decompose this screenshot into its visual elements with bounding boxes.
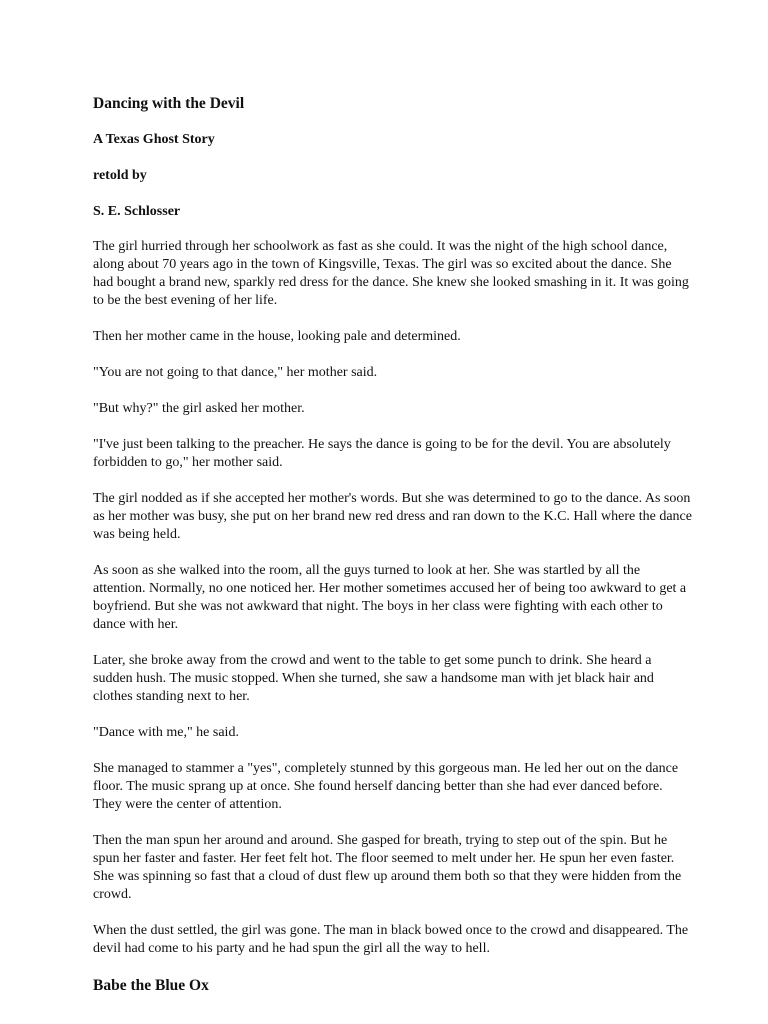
story-paragraph: "You are not going to that dance," her mother said. xyxy=(93,365,378,380)
document-page xyxy=(93,94,693,995)
story-paragraph: "But why?" the girl asked her mother. xyxy=(93,401,305,416)
story-paragraph: The girl hurried through her schoolwork as fast as she could. It was the night of the high school dance, along about 70 years ago in the town of Kingsville, Texas. The girl was so excited about the dance. She had bought a brand new, sparkly red dress for the dance. She knew she looked smashing in it. It was going to be the best evening of her life. xyxy=(93,239,689,308)
story-paragraph: Then her mother came in the house, looking pale and determined. xyxy=(93,329,461,344)
author-name: S. E. Schlosser xyxy=(93,204,181,219)
story-paragraph: As soon as she walked into the room, all the guys turned to look at her. She was startled by all the attention. Normally, no one noticed her. Her mother sometimes accused her of being too awkward to get a boyfriend. But she was not awkward that night. The boys in her class were fighting with each other to dance with her. xyxy=(93,563,687,632)
story-paragraph: She managed to stammer a "yes", completely stunned by this gorgeous man. He led her out on the dance floor. The music sprang up at once. She found herself dancing better than she had ever danced before. They were the center of attention. xyxy=(93,761,679,812)
story-paragraph: The girl nodded as if she accepted her mother's words. But she was determined to go to the dance. As soon as her mother was busy, she put on her brand new red dress and ran down to the K.C. Hall where the dance was being held. xyxy=(93,491,692,542)
story-paragraph: "Dance with me," he said. xyxy=(93,725,239,740)
story-paragraph: "I've just been talking to the preacher. He says the dance is going to be for the devil. You are absolutely forbidden to go," her mother said. xyxy=(93,437,671,470)
story-subtitle: A Texas Ghost Story xyxy=(93,132,215,147)
story-paragraph: When the dust settled, the girl was gone. The man in black bowed once to the crowd and disappeared. The devil had come to his party and he had spun the girl all the way to hell. xyxy=(93,923,689,956)
retold-by-label: retold by xyxy=(93,168,147,183)
next-story-title: Babe the Blue Ox xyxy=(93,977,209,994)
story-paragraph: Later, she broke away from the crowd and went to the table to get some punch to drink. She heard a sudden hush. The music stopped. When she turned, she saw a handsome man with jet black hair and clothes standing next to her. xyxy=(93,653,654,704)
story-title: Dancing with the Devil xyxy=(93,95,245,112)
story-paragraph: Then the man spun her around and around. She gasped for breath, trying to step out of the spin. But he spun her faster and faster. Her feet felt hot. The floor seemed to melt under her. He spun her even faster. She was spinning so fast that a cloud of dust flew up around them both so that they were hidden from the crowd. xyxy=(93,833,682,902)
